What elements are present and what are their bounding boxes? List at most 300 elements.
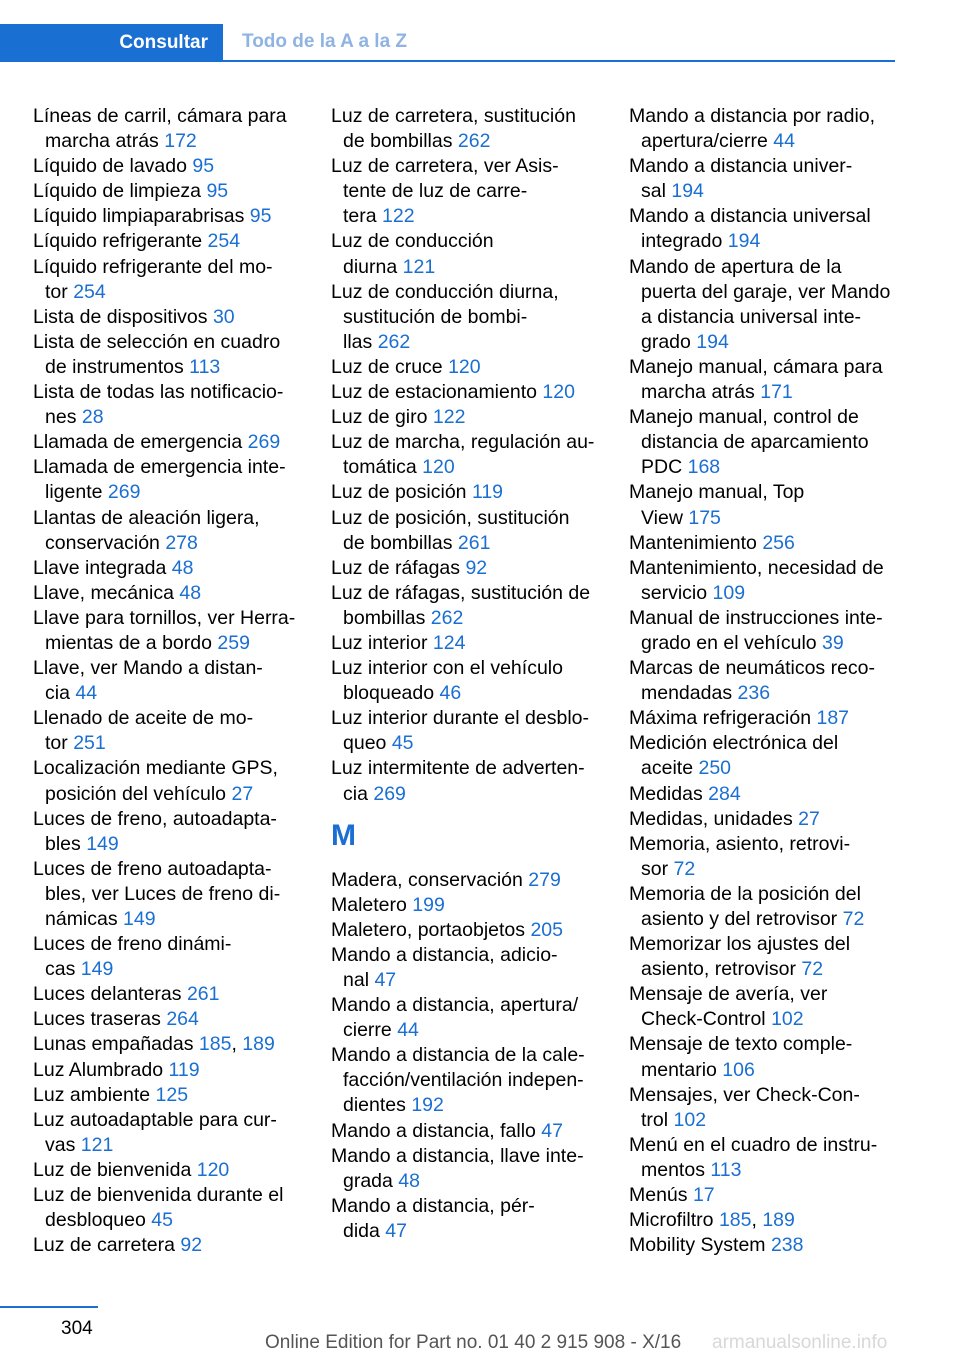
tab-consultar[interactable] [0,24,223,62]
page-link[interactable]: 264 [166,1008,199,1031]
page-link[interactable]: 189 [242,1033,275,1056]
page-link[interactable]: 121 [402,255,436,278]
index-entry [331,868,606,893]
index-entry [33,1233,308,1258]
entry-text: Llave integrada [33,556,167,579]
entry-text: Llamada de emergencia inte‐ [33,456,286,479]
page-link[interactable]: 149 [86,832,119,855]
page-link[interactable]: 262 [457,130,491,153]
index-entry [331,918,606,943]
page-link[interactable]: 261 [186,983,220,1006]
entry-text: cia [45,682,70,705]
entry-text: desbloqueo [45,1209,146,1232]
index-entry [33,581,308,606]
index-entry [331,893,606,918]
page-link[interactable]: 122 [382,205,415,228]
index-entry [33,305,308,330]
entry-text: Medidas, unidades [629,807,793,830]
index-entry [331,355,606,380]
index-entry [629,480,904,530]
page-link[interactable]: 48 [398,1169,420,1192]
page-link[interactable]: 72 [842,908,865,930]
entry-text: Llamada de emergencia [33,431,243,454]
entry-text: Luz de conducción diurna, [331,280,559,303]
page-link[interactable]: 47 [541,1119,563,1142]
entry-text: grado en el vehículo [641,631,817,654]
page-link[interactable]: 185 [718,1209,752,1232]
entry-text: Mando a distancia por radio, [629,105,876,127]
entry-text: Llave para tornillos, ver Herra‐ [33,606,296,629]
entry-text: Mensaje de avería, ver [629,983,828,1006]
page-link[interactable]: 194 [696,330,729,353]
page-link[interactable]: 185 [198,1033,232,1056]
entry-text: tomática [343,456,417,479]
page-link[interactable]: 120 [542,381,575,404]
page-link[interactable]: 251 [73,732,106,755]
entry-text: Manual de instrucciones inte‐ [629,606,883,629]
entry-text: Líquido limpiaparabrisas [33,205,245,228]
entry-text: Lista de todas las notificacio‐ [33,381,284,404]
entry-text: Maletero [331,893,407,916]
entry-text: grada [343,1169,393,1192]
index-entry [629,807,904,832]
entry-text: Memoria de la posición del [629,882,861,905]
page-link[interactable]: 236 [737,682,771,705]
page-link[interactable]: 48 [179,581,202,604]
page-link[interactable]: 44 [773,130,795,153]
entry-text: marcha atrás [45,130,159,153]
page-link[interactable]: 92 [465,556,488,579]
index-entry [629,782,904,807]
entry-text: Mando a distancia de la cale‐ [331,1044,585,1067]
index-entry [629,104,904,154]
index-entry [331,1194,606,1244]
index-entry [629,204,904,254]
entry-text: Manejo manual, cámara para [629,355,883,378]
entry-text: mentos [641,1158,705,1181]
index-entry [629,405,904,480]
page-link[interactable]: 259 [217,631,250,654]
index-entry [629,1183,904,1208]
entry-text: Mensajes, ver Check-Con‐ [629,1083,860,1106]
entry-text: sustitución de bombi‐ [343,305,528,328]
entry-text: cierre [343,1019,392,1042]
index-entry [33,656,308,706]
index-entry [33,104,308,154]
entry-text: Mantenimiento, necesidad de [629,556,884,579]
entry-text: Luz de carretera [33,1234,175,1257]
index-entry [33,1108,308,1158]
entry-text: sal [641,180,666,203]
page-link[interactable]: 121 [80,1133,114,1156]
entry-text: Mando a distancia, pér‐ [331,1194,535,1217]
index-entry [33,982,308,1007]
entry-text: Líquido refrigerante del mo‐ [33,255,273,278]
index-entry [331,1043,606,1118]
page-link[interactable]: 262 [430,606,464,629]
entry-text: Llenado de aceite de mo‐ [33,707,254,730]
index-entry [33,556,308,581]
page-link[interactable]: 39 [822,631,844,654]
index-entry [629,832,904,882]
tab-todo-label: Todo de la A a la Z [242,31,408,52]
entry-text: Líneas de carril, cámara para [33,105,287,127]
entry-text: apertura/cierre [641,130,768,153]
page-link[interactable]: 95 [249,205,272,228]
index-entry [33,1083,308,1108]
page-link[interactable]: 120 [448,355,481,378]
entry-text: tera [343,205,377,228]
index-entry [331,943,606,993]
index-entry [331,104,606,154]
page-link[interactable]: 28 [81,406,104,429]
entry-text: asiento y del retrovisor [641,908,838,930]
index-entry [331,280,606,355]
page-link[interactable]: 192 [411,1094,444,1117]
page-link[interactable]: 262 [377,330,411,353]
page-header [0,24,895,62]
entry-text: tente de luz de carre‐ [343,180,528,203]
page-link[interactable]: 72 [673,857,696,880]
index-entry [33,706,308,756]
page-link[interactable]: 46 [439,682,462,705]
entry-text: ligente [45,481,103,504]
entry-text: Marcas de neumáticos reco‐ [629,657,876,680]
index-column-1 [33,104,308,1258]
entry-text: sor [641,857,669,880]
page-link[interactable]: 175 [688,506,721,529]
entry-text: nes [45,406,77,429]
entry-text: Mobility System [629,1234,766,1257]
page-link[interactable]: 44 [75,682,98,705]
entry-text: Luz de carretera, sustitución [331,105,576,127]
entry-text: PDC [641,456,683,479]
entry-text: nal [343,969,370,991]
entry-text: Luces delanteras [33,983,182,1006]
entry-text: Luz de carretera, ver Asis‐ [331,155,559,178]
index-entry: Lunas empañadas 185, 189 [33,1033,275,1056]
page-link[interactable]: 149 [80,958,114,981]
page-link[interactable]: 102 [673,1108,707,1131]
index-entry [331,993,606,1043]
entry-text: bles [45,832,81,855]
page-link[interactable]: 92 [180,1234,203,1257]
page-link[interactable]: 48 [171,556,194,579]
index-entry [629,882,904,932]
page-link[interactable]: 187 [816,707,850,730]
entry-text: Mando a distancia, apertura/ [331,994,579,1017]
entry-text: mentario [641,1058,717,1081]
page-link[interactable]: 172 [164,130,197,153]
tab-consultar-label: Consultar [119,32,208,53]
entry-text: diurna [343,255,398,278]
index-entry [33,179,308,204]
index-entry: Microfiltro 185, 189 [629,1209,795,1232]
entry-text: Luz de bienvenida [33,1158,192,1181]
entry-text: facción/ventilación indepen‐ [343,1069,584,1092]
index-entry [331,581,606,631]
page-number: 304 [61,1318,93,1339]
entry-text: Mando de apertura de la [629,255,842,278]
entry-text: námicas [45,908,118,930]
index-entry [629,255,904,355]
entry-text: queo [343,732,387,755]
index-entry [33,1158,308,1183]
entry-text: Luz interior [331,631,428,654]
entry-text: Check-Control [641,1008,766,1031]
entry-text: Mando a distancia, llave inte‐ [331,1144,584,1167]
entry-text: grado [641,330,691,353]
watermark: armanualsonline.info [712,1332,888,1353]
entry-text: Luces traseras [33,1008,161,1031]
page-link[interactable]: 95 [192,155,215,178]
index-column-2 [331,104,606,1244]
entry-text: View [641,506,683,529]
entry-text: asiento, retrovisor [641,958,796,981]
entry-text: Luz interior con el vehículo [331,657,563,680]
index-entry [331,656,606,706]
page-link[interactable]: 269 [373,782,406,805]
entry-text: Luz ambiente [33,1083,151,1106]
entry-text: dida [343,1219,380,1242]
index-entry [33,380,308,430]
index-entry [629,606,904,656]
entry-text: Medición electrónica del [629,732,839,755]
entry-text: llas [343,330,373,353]
entry-text: Luces de freno autoadapta‐ [33,857,272,880]
page-link[interactable]: 254 [73,280,106,303]
entry-text: Manejo manual, control de [629,406,859,429]
page-link[interactable]: 171 [760,381,793,404]
entry-text: distancia de aparcamiento [641,431,869,454]
entry-text: Mando a distancia universal [629,205,871,228]
entry-text: Menús [629,1184,688,1207]
entry-text: Llave, ver Mando a distan‐ [33,657,263,680]
page-link[interactable]: 189 [762,1209,795,1232]
page-link[interactable]: 47 [385,1219,407,1242]
index-entry [331,229,606,279]
entry-text: a distancia universal inte‐ [641,305,862,328]
index-entry [629,154,904,204]
entry-text: Mando a distancia, fallo [331,1119,536,1142]
entry-text: integrado [641,230,723,253]
entry-text: Luz de ráfagas, sustitución de [331,581,591,604]
page-link[interactable]: 72 [801,958,824,981]
entry-text: Mando a distancia univer‐ [629,155,853,178]
entry-text: mendadas [641,682,733,705]
index-entry [331,1144,606,1194]
index-entry [33,506,308,556]
entry-text: cia [343,782,368,805]
index-entry [33,756,308,806]
page-link[interactable]: 199 [412,893,445,916]
index-entry [331,480,606,505]
page-link[interactable]: 17 [692,1184,715,1207]
page-link[interactable]: 102 [771,1008,804,1031]
index-entry [33,1007,308,1032]
page-link[interactable]: 278 [165,531,198,554]
index-entry [331,405,606,430]
entry-text: Luz de estacionamiento [331,381,537,404]
entry-text: dientes [343,1094,406,1117]
entry-text: Luz de marcha, regulación au‐ [331,431,595,454]
page-link[interactable]: 27 [798,807,820,830]
index-entry [331,154,606,229]
page-link[interactable]: 120 [422,456,455,479]
entry-text: Lista de selección en cuadro [33,330,281,353]
page-link[interactable]: 119 [168,1058,200,1081]
page-link[interactable]: 109 [712,581,746,604]
page-link[interactable]: 45 [151,1209,173,1232]
page-link[interactable]: 205 [530,918,563,941]
page-link[interactable]: 269 [107,481,141,504]
entry-text: Luz autoadaptable para cur‐ [33,1108,277,1131]
entry-text: servicio [641,581,708,604]
entry-text: Microfiltro [629,1209,714,1232]
index-entry [629,1233,904,1258]
page-link[interactable]: 238 [770,1234,804,1257]
index-entry [629,556,904,606]
index-entry [629,1133,904,1183]
page-link[interactable]: 120 [196,1158,230,1181]
index-entry [33,430,308,455]
footer-divider [0,1306,98,1308]
entry-text: de bombillas [343,130,453,153]
entry-text: bombillas [343,606,426,629]
page-link[interactable]: 27 [231,782,254,805]
entry-text: tor [45,732,68,755]
section-letter: M [331,818,356,852]
page-link[interactable]: 168 [687,456,721,479]
index-entry [33,606,308,656]
index-entry [629,706,904,731]
entry-text: marcha atrás [641,381,755,404]
index-entry [33,932,308,982]
entry-text: Luz intermitente de adverten‐ [331,757,585,780]
entry-text: Maletero, portaobjetos [331,918,526,941]
entry-text: Medidas [629,782,703,805]
entry-text: Luz de cruce [331,355,443,378]
entry-text: puerta del garaje, ver Mando [641,280,891,303]
index-entry [33,154,308,179]
entry-text: posición del vehículo [45,782,227,805]
entry-text: Líquido refrigerante [33,230,203,253]
page-link[interactable]: 113 [189,355,221,378]
page-link[interactable]: 261 [457,531,491,554]
entry-text: Luz de posición [331,481,467,504]
page-link[interactable]: 30 [212,305,235,328]
page-link[interactable]: 194 [671,180,704,203]
index-entry [331,556,606,581]
entry-text: Luz de giro [331,406,428,429]
index-entry [331,756,606,806]
index-entry [33,807,308,857]
entry-text: Manejo manual, Top [629,481,805,504]
entry-text: Luz interior durante el desblo‐ [331,707,589,730]
page-link[interactable]: 250 [698,757,732,780]
index-entry [33,255,308,305]
index-entry [33,455,308,505]
entry-text: Luces de freno dinámi‐ [33,933,232,956]
page-link[interactable]: 269 [247,431,281,454]
index-entry [33,330,308,380]
entry-text: tor [45,280,68,303]
entry-text: Menú en el cuadro de instru‐ [629,1133,878,1156]
index-entry [629,731,904,781]
entry-text: Luz Alumbrado [33,1058,164,1081]
page-link[interactable]: 194 [727,230,761,253]
entry-text: aceite [641,757,694,780]
entry-text: Máxima refrigeración [629,707,812,730]
entry-text: Llave, mecánica [33,581,174,604]
entry-text: Luces de freno, autoadapta‐ [33,807,277,830]
index-entry [629,656,904,706]
index-entry [331,1119,606,1144]
index-entry [331,631,606,656]
header-divider [0,60,895,62]
entry-text: Luz de bienvenida durante el [33,1184,284,1207]
page-link[interactable]: 256 [762,531,795,554]
entry-text: bles, ver Luces de freno di‐ [45,882,281,905]
entry-text: Líquido de lavado [33,155,187,178]
entry-text: Luz de ráfagas [331,556,461,579]
entry-text: Memorizar los ajustes del [629,933,851,956]
page-link[interactable]: 279 [528,868,561,891]
index-entry [331,506,606,556]
page-link[interactable]: 47 [374,969,397,991]
index-column-3 [629,104,904,1258]
page-link[interactable]: 122 [432,406,466,429]
index-entry [629,355,904,405]
index-entry [33,1058,308,1083]
entry-text: Luz de posición, sustitución [331,506,570,529]
entry-text: Luz de conducción [331,230,494,253]
page-link[interactable]: 44 [397,1019,419,1042]
entry-text: Localización mediante GPS, [33,757,278,780]
index-entry [629,932,904,982]
index-entry [33,204,308,229]
page-link[interactable]: 119 [471,481,504,504]
entry-text: bloqueado [343,682,435,705]
entry-text: conservación [45,531,160,554]
page-link[interactable]: 125 [155,1083,189,1106]
entry-text: mientas de a bordo [45,631,212,654]
index-entry [629,1083,904,1133]
tab-todo-de-la-a-a-la-z[interactable] [242,24,407,60]
index-entry [33,1183,308,1233]
entry-text: trol [641,1108,669,1131]
entry-text: Llantas de aleación ligera, [33,506,260,529]
entry-text: de instrumentos [45,355,184,378]
page-link[interactable]: 124 [432,631,466,654]
entry-text: cas [45,958,76,981]
page-link[interactable]: 284 [708,782,741,805]
index-entry [331,430,606,480]
entry-text: Madera, conservación [331,868,523,891]
page-link[interactable]: 106 [722,1058,755,1081]
index-entry [629,982,904,1032]
page-link[interactable]: 45 [391,732,414,755]
page-link[interactable]: 254 [207,230,241,253]
index-entry [629,531,904,556]
entry-text: Lista de dispositivos [33,305,208,328]
index-entry [33,229,308,254]
entry-text: Mantenimiento [629,531,757,554]
page-link[interactable]: 149 [123,908,156,930]
page-link[interactable]: 95 [206,180,229,203]
entry-text: Mando a distancia, adicio‐ [331,943,558,966]
page-link[interactable]: 113 [710,1158,742,1181]
